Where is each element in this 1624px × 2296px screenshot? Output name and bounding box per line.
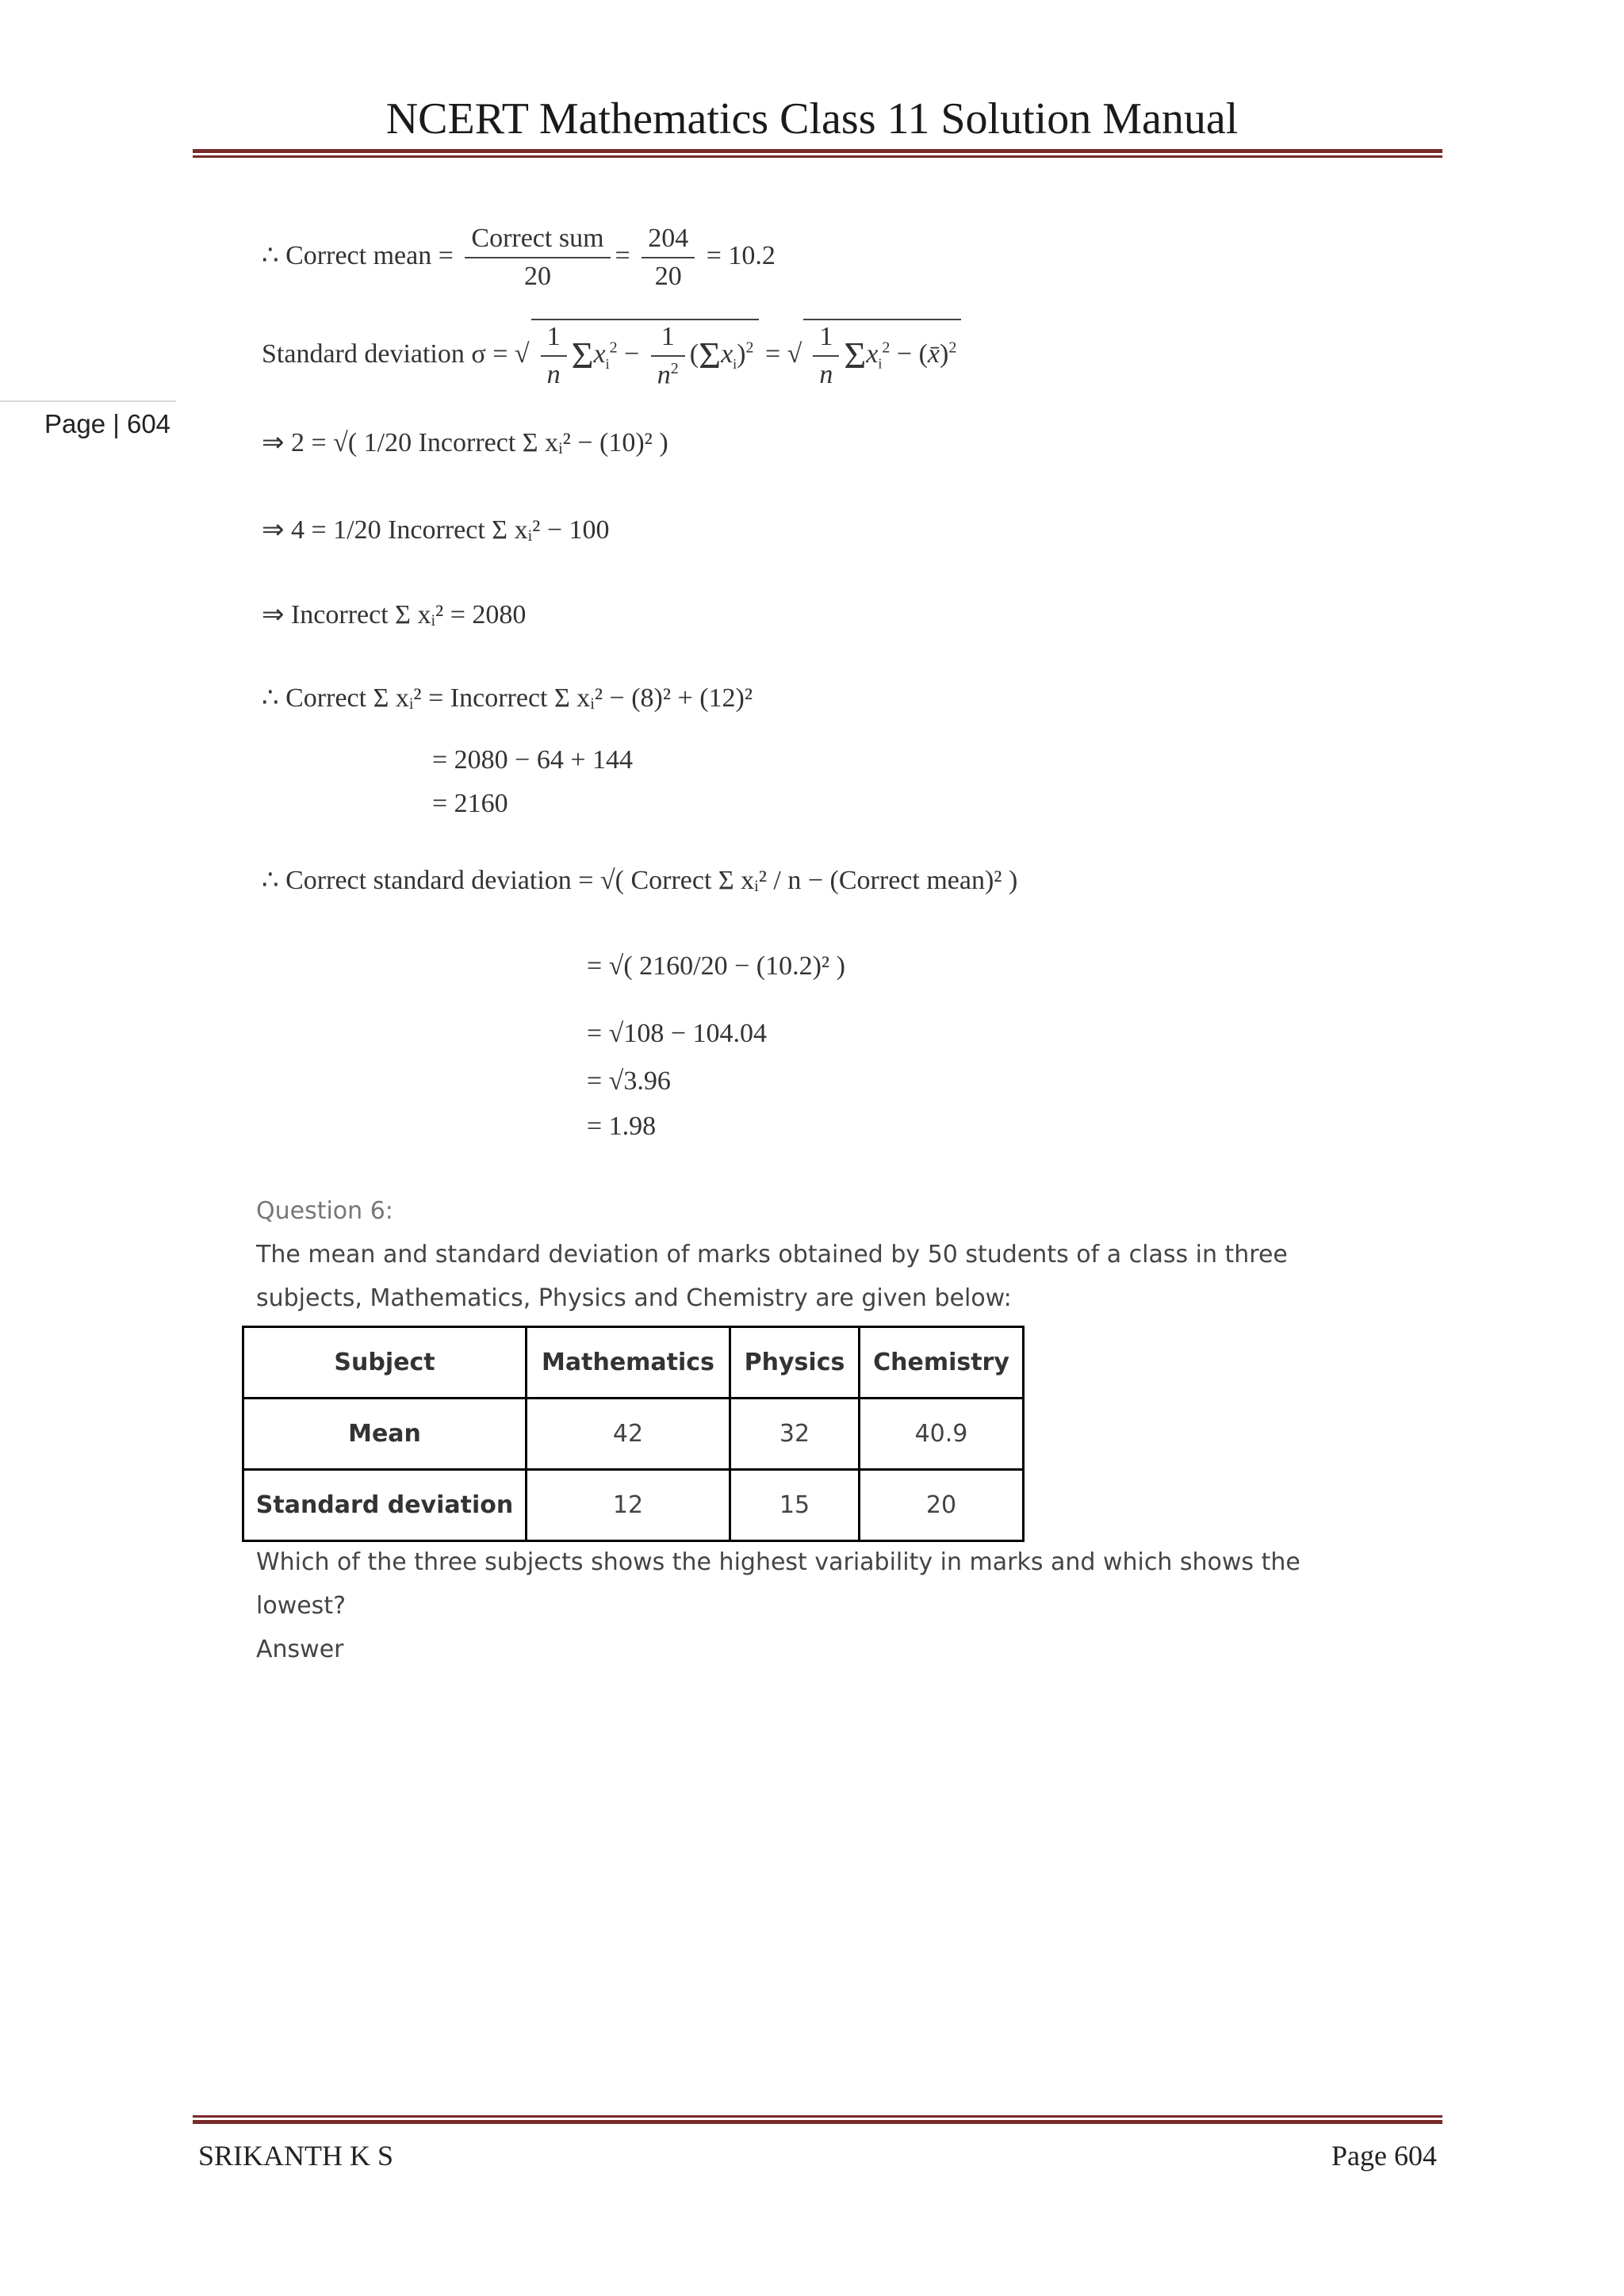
- table-cell: 12: [527, 1470, 730, 1541]
- step-line-10: = √( 2160/20 − (10.2)² ): [587, 951, 845, 981]
- table-header-cell: Mathematics: [527, 1327, 730, 1399]
- answer-label: Answer: [256, 1636, 344, 1663]
- sd-formula-radicand: $\frac{1}{n}$ $\Sigma x_i^2$ − $\frac{1}{n^2}$ $(\Sigma x_i)^2$: [531, 319, 759, 390]
- header-rule: [193, 149, 1442, 153]
- sd-formula-prefix: Standard deviation σ =: [262, 339, 508, 369]
- footer-rule: [193, 2120, 1442, 2124]
- table-cell: 40.9: [860, 1399, 1024, 1470]
- question-text-line-1: The mean and standard deviation of marks obtained by 50 students of a class in three: [256, 1241, 1288, 1269]
- step-line-9: ∴ Correct standard deviation = √( Correct Σ xᵢ² / n − (Correct mean)² ): [262, 866, 1018, 895]
- footer-page-number: Page 604: [1331, 2140, 1437, 2172]
- table-header-cell: Chemistry: [860, 1327, 1024, 1399]
- table-row: [243, 1399, 1024, 1470]
- sd-formula-simplified: $\frac{1}{n}$ $\Sigma x_i^2$ − (x̄)$^2$: [803, 319, 961, 390]
- question-after-line-2: lowest?: [256, 1592, 346, 1620]
- margin-page-number: Page | 604: [44, 409, 171, 438]
- step-line-7: = 2080 − 64 + 144: [432, 745, 634, 775]
- footer-rule-thin: [193, 2115, 1442, 2118]
- header-rule-thin: [193, 155, 1442, 158]
- step-line-11: = √108 − 104.04: [587, 1019, 768, 1048]
- table-cell: 20: [860, 1470, 1024, 1541]
- footer-author: SRIKANTH K S: [198, 2140, 394, 2172]
- correct-mean-prefix: ∴ Correct mean =: [262, 240, 454, 270]
- fraction-correct-sum: $\frac{\text{Correct sum}}{20}$: [465, 224, 610, 292]
- table-row-label: Standard deviation: [243, 1470, 527, 1541]
- correct-mean-line: ∴ Correct mean = $\frac{\text{Correct sum}}{20}$ = $\frac{204}{20}$ = 10.2: [262, 224, 776, 291]
- table-cell: 42: [527, 1399, 730, 1470]
- step-line-6: ∴ Correct Σ xᵢ² = Incorrect Σ xᵢ² − (8)² + (12)²: [262, 683, 753, 713]
- page-header-title: NCERT Mathematics Class 11 Solution Manual: [385, 94, 1239, 144]
- question-title: Question 6:: [256, 1197, 393, 1225]
- table-header-cell: Physics: [730, 1327, 860, 1399]
- table-cell: 15: [730, 1470, 860, 1541]
- table-cell: 32: [730, 1399, 860, 1470]
- step-line-12: = √3.96: [587, 1066, 671, 1096]
- table-row: [243, 1470, 1024, 1541]
- step-line-5: ⇒ Incorrect Σ xᵢ² = 2080: [262, 600, 527, 629]
- step-line-8: = 2160: [432, 789, 508, 818]
- sd-formula-line: Standard deviation σ = √ $\frac{1}{n}$ $\Sigma x_i^2$ − $\frac{1}{n^2}$ $(\Sigma x_i)^2$ = √ $\frac{1}{n}$ $\Sigma x_i^2$ − (x̄)$^2$: [262, 319, 961, 390]
- question-text-line-2: subjects, Mathematics, Physics and Chemistry are given below:: [256, 1284, 1012, 1312]
- question-after-line-1: Which of the three subjects shows the highest variability in marks and which shows the: [256, 1548, 1300, 1576]
- step-line-13: = 1.98: [587, 1112, 657, 1141]
- step-line-4: ⇒ 4 = 1/20 Incorrect Σ xᵢ² − 100: [262, 515, 610, 545]
- table-header-cell: Subject: [243, 1327, 527, 1399]
- margin-divider: [0, 400, 176, 402]
- marks-table: [242, 1326, 1025, 1542]
- fraction-204: $\frac{204}{20}$: [642, 224, 695, 292]
- correct-mean-result: = 10.2: [706, 240, 776, 270]
- step-line-3: ⇒ 2 = √( 1/20 Incorrect Σ xᵢ² − (10)² ): [262, 428, 668, 457]
- table-header-row: [243, 1327, 1024, 1399]
- table-row-label: Mean: [243, 1399, 527, 1470]
